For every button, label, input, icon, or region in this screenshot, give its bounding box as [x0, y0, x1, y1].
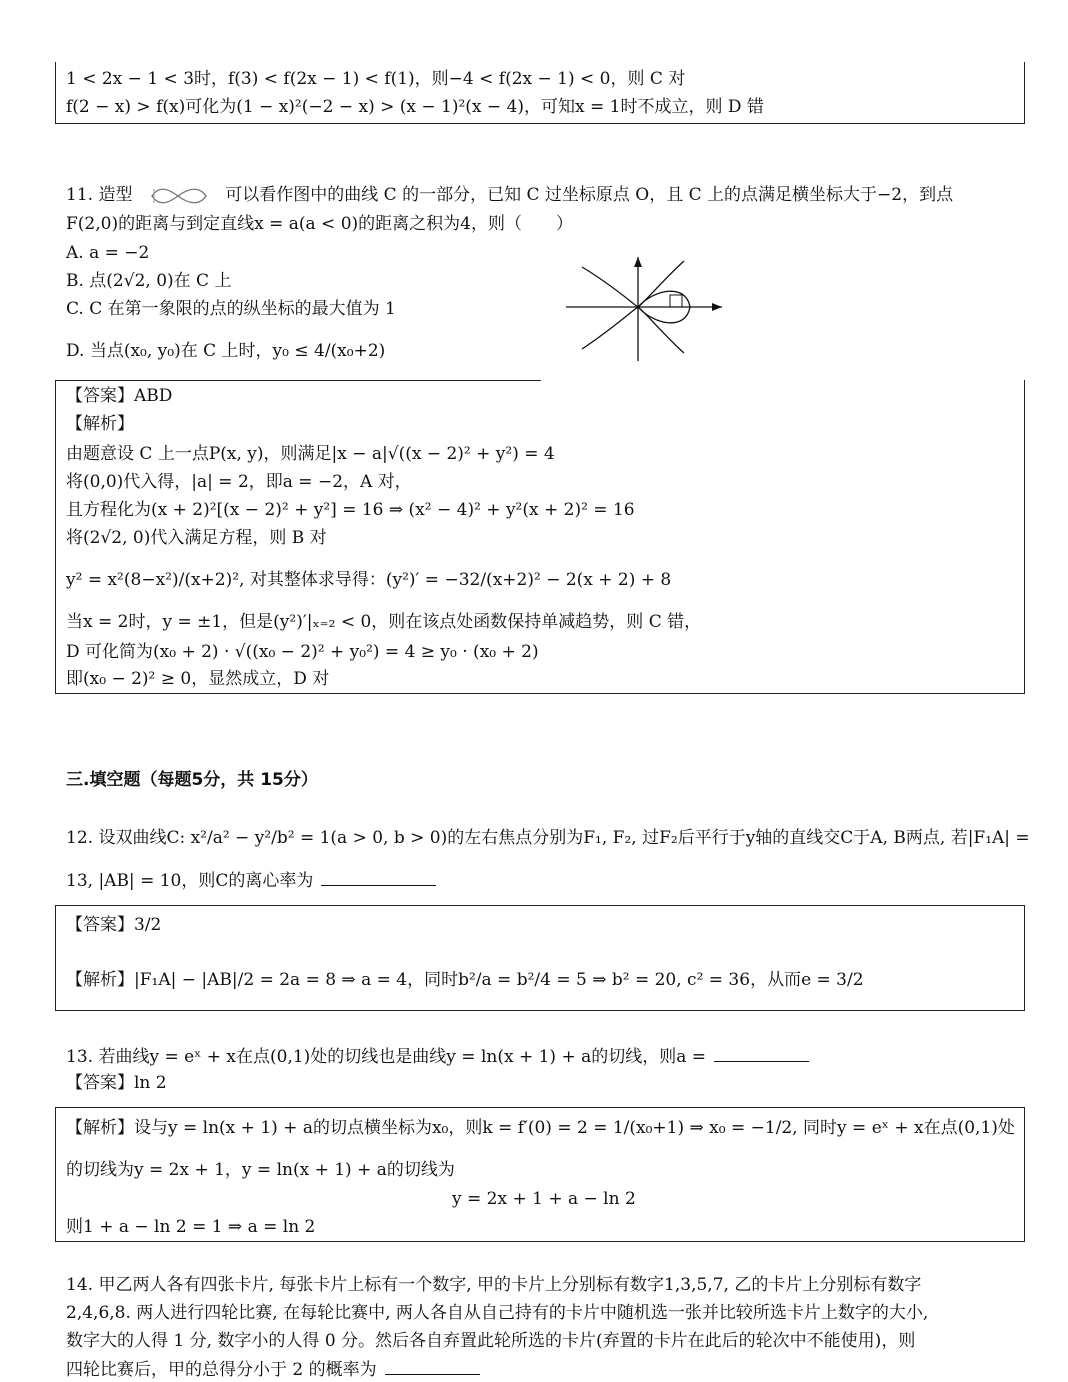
- q11-stem-rest: 可以看作图中的曲线 C 的一部分，已知 C 过坐标原点 O，且 C 上的点满足横坐标大于−2，到点: [225, 185, 954, 205]
- q14-line-4-text: 四轮比赛后，甲的总得分小于 2 的概率为: [66, 1360, 377, 1380]
- q11-solution-step-5: y² = x²(8−x²)/(x+2)², 对其整体求导得：(y²)′ = −32/(x+2)² − 2(x + 2) + 8: [66, 570, 672, 590]
- q11-option-b: B. 点(2√2, 0)在 C 上: [66, 271, 232, 291]
- q13-stem-text: 13. 若曲线y = eˣ + x在点(0,1)处的切线也是曲线y = ln(x + 1) + a的切线，则a =: [66, 1047, 707, 1067]
- q11-solution-step-1: 由题意设 C 上一点P(x, y)，则满足|x − a|√((x − 2)² + y²) = 4: [66, 444, 555, 464]
- q11-number: 11. 造型: [66, 185, 133, 205]
- loop-marker: [670, 295, 682, 307]
- q14-line-3: 数字大的人得 1 分, 数字小的人得 0 分。然后各自弃置此轮所选的卡片(弃置的卡片在此后的轮次中不能使用)，则: [66, 1331, 916, 1351]
- q11-solution-step-3: 且方程化为(x + 2)²[(x − 2)² + y²] = 16 ⇒ (x² − 4)² + y²(x + 2)² = 16: [66, 500, 635, 520]
- q13-answer-blank: [714, 1043, 809, 1062]
- q12-stem-line-2: [66, 867, 436, 893]
- q11-solution-top-border: [55, 380, 541, 381]
- q14-line-4: [66, 1356, 480, 1382]
- q11-solution-step-4: 将(2√2, 0)代入满足方程，则 B 对: [66, 528, 327, 548]
- y-axis-arrow: [634, 257, 642, 267]
- q13-stem: [66, 1043, 809, 1069]
- q14-line-2: 2,4,6,8. 两人进行四轮比赛, 在每轮比赛中, 两人各自从自己持有的卡片中随机选一张并比较所选卡片上数字的大小,: [66, 1303, 929, 1323]
- prev-solution-line-1: 1 < 2x − 1 < 3时，f(3) < f(2x − 1) < f(1)，则−4 < f(2x − 1) < 0，则 C 对: [66, 69, 686, 89]
- curve-c-lower: [582, 261, 684, 349]
- q12-answer-blank: [321, 867, 436, 886]
- q13-analysis-line-4: 则1 + a − ln 2 = 1 ⇒ a = ln 2: [66, 1217, 316, 1237]
- q11-option-a: A. a = −2: [66, 243, 150, 263]
- q11-stem-line-1: [66, 183, 953, 207]
- prev-solution-line-2: f(2 − x) > f(x)可化为(1 − x)²(−2 − x) > (x − 1)²(x − 4)，可知x = 1时不成立，则 D 错: [66, 97, 764, 117]
- q12-solution-box: [55, 905, 1025, 1011]
- q11-analysis-label: 【解析】: [66, 414, 134, 434]
- x-axis-arrow: [712, 303, 722, 311]
- q14-answer-blank: [385, 1356, 480, 1375]
- q13-answer: 【答案】ln 2: [66, 1073, 167, 1093]
- q11-option-c: C. C 在第一象限的点的纵坐标的最大值为 1: [66, 299, 396, 319]
- q12-stem-line-1: 12. 设双曲线C: x²/a² − y²/b² = 1(a > 0, b > 0)的左右焦点分别为F₁, F₂, 过F₂后平行于y轴的直线交C于A, B两点, 若|F₁A| =: [66, 828, 1030, 848]
- q13-analysis-line-1: 【解析】设与y = ln(x + 1) + a的切点横坐标为x₀，则k = f′(0) = 2 = 1/(x₀+1) ⇒ x₀ = −1/2, 同时y = eˣ + x在点(0,1)处: [66, 1118, 1015, 1138]
- q11-solution-step-8: 即(x₀ − 2)² ≥ 0，显然成立，D 对: [66, 669, 330, 689]
- q13-analysis-line-2: 的切线为y = 2x + 1，y = ln(x + 1) + a的切线为: [66, 1160, 455, 1180]
- q11-solution-step-7: D 可化简为(x₀ + 2) · √((x₀ − 2)² + y₀²) = 4 ≥ y₀ · (x₀ + 2): [66, 642, 539, 662]
- q11-solution-step-6: 当x = 2时，y = ±1，但是(y²)′|ₓ₌₂ < 0，则在该点处函数保持单减趋势，则 C 错，: [66, 612, 702, 632]
- curve-figure: [562, 253, 732, 363]
- q12-answer: 【答案】3/2: [66, 915, 162, 935]
- q11-answer: 【答案】ABD: [66, 386, 173, 406]
- q11-option-d: D. 当点(x₀, y₀)在 C 上时，y₀ ≤ 4/(x₀+2): [66, 341, 386, 361]
- q14-line-1: 14. 甲乙两人各有四张卡片, 每张卡片上标有一个数字, 甲的卡片上分别标有数字1,3,5,7, 乙的卡片上分别标有数字: [66, 1275, 922, 1295]
- q11-solution-step-2: 将(0,0)代入得，|a| = 2，即a = −2，A 对，: [66, 472, 412, 492]
- q12-analysis: 【解析】|F₁A| − |AB|/2 = 2a = 8 ⇒ a = 4，同时b²/a = b²/4 = 5 ⇒ b² = 20, c² = 36，从而e = 3/2: [66, 970, 864, 990]
- q13-analysis-line-3: y = 2x + 1 + a − ln 2: [452, 1189, 636, 1209]
- infinity-shape-icon: [148, 185, 210, 207]
- q12-stem-text: 13, |AB| = 10，则C的离心率为: [66, 871, 314, 891]
- q11-stem-line-2: F(2,0)的距离与到定直线x = a(a < 0)的距离之积为4，则（ ）: [66, 214, 573, 234]
- section-3-title: 三.填空题（每题5分，共 15分）: [66, 770, 318, 790]
